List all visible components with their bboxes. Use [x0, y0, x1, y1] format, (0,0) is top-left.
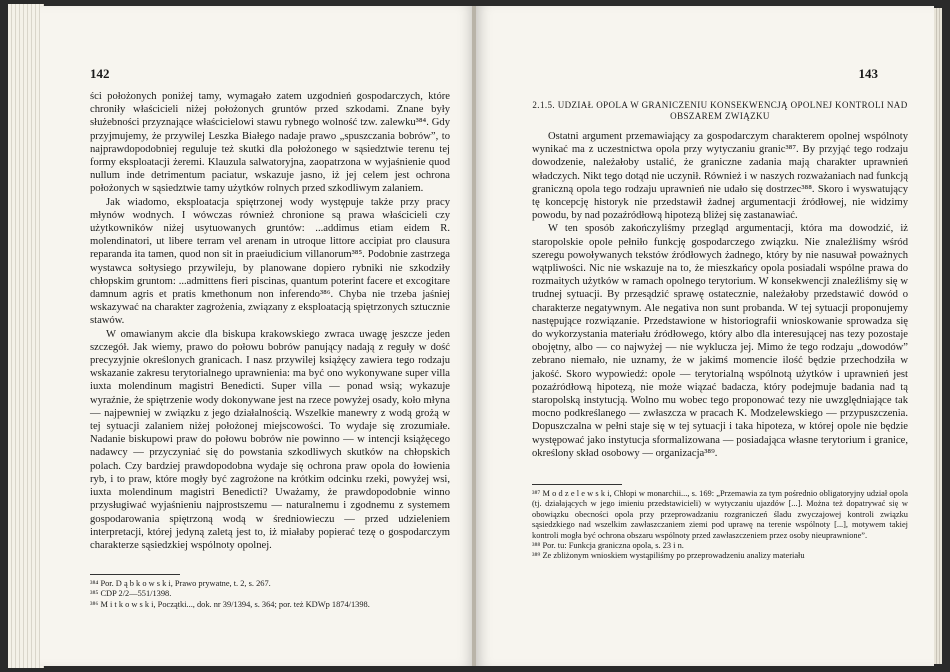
paragraph: Jak wiadomo, eksploatacja spiętrzonej wody występuje także przy pracy młynów wodnych. I wówczas również chronione są prawa właścicieli czy użytkowników niżej usytuowanych gruntów: ...addimus etiam eidem R. molendinatori, ut libere terram vel arenam in utroque littore accipiat pro clausura reparanda ita tamen, quod non sit in praeiudicium villanorum³⁸⁵. Podobnie zastrzega wystawca sołtysiego przywileju, by planowane dopiero rybniki nie szkodziły chłopskim gruntom: ...admittens fieri piscinas, quantum poterint facere et excogitare damnum agris et pratis kmethonum non inferendo³⁸⁶. Chyba nie trzeba jaśniej wskazywać na charakter zagrożenia, związany z eksploatacją spiętrzonych sztucznie stawów.: [90, 196, 450, 327]
page-number: 142: [90, 66, 110, 81]
footnote-rule: [90, 574, 180, 575]
paragraph: W omawianym akcie dla biskupa krakowskiego zwraca uwagę jeszcze jeden szczegół. Jak wiemy, prawo do połowu bobrów panujący nadają z reguły w dość precyzyjnie określonych granicach. I nasz przywilej książęcy zawiera tego rodzaju wskazanie zakresu terytorialnego uprawnienia: ma być ono wykonywane super villa iuxta molendinum magistri Benedicti. Super villa — ponad wsią; wykazuje wyraźnie, że spiętrzenie wody dokonywane jest na rzece powyżej osady, koło młyna — najpewniej w związku z jego działalnością. Wszelkie manewry z wodą grożą w tej sytuacji zalaniem niżej położonej miejscowości. To wydaje się zrozumiałe. Nadanie biskupowi praw do połowu bobrów nie powinno — w intencji książęcego nadawcy — przyczyniać się do powstania szkodliwych skutków na chłopskich polach. Czy bardziej prawdopodobna wydaje się ochrona praw opola do łowienia ryb, i to praw, które mogły być zagrożone na krótkim odcinku rzeki, powyżej wsi, iuxta molendinum magistri Benedicti? Uważamy, że prawdopodobnie winno przysługiwać wyjaśnieniu najprostszemu — naturalnemu i zgodnemu z systemem gospodarowania spiętrzoną wodą w średniowieczu — przed udzieleniem interpretacji, której jedyną zaletą jest to, iż miałaby popierać tezę o gospodarczym charakterze sąsiedzkiej wspólnoty opolnej.: [90, 328, 450, 551]
paragraph: W ten sposób zakończyliśmy przegląd argumentacji, która ma dowodzić, iż staropolskie opole pełniło funkcję gospodarczego związku. Nie znaleźliśmy wśród szeregu powoływanych tekstów źródłowych żadnego, który by nie nasuwał poważnych wątpliwości. Nic nie wskazuje na to, że mieszkańcy opola posiadali wspólne prawa do rozmaitych użytków w ramach opolnego terytorium. W konsekwencji znaleźliśmy się w trudnej sytuacji. By przesądzić sprawę ostatecznie, należałoby przedstawić dowód o charakterze negatywnym. Ale negativa non sunt probanda. W tej sytuacji proponujemy następujące rozwiązanie. Przedstawione w historiografii wnioskowanie sprowadza się do wykorzystania materiału źródłowego, który albo dla interesującej nas tezy pozostaje obojętny, albo — co najwyżej — nie wyklucza jej. Mimo że tego rodzaju „dowodów” zebrano niemało, nie uznamy, że w jakimś momencie ilość będzie przechodziła w jakość. Skoro wypowiedź: opole — terytorialną wspólnotą użytków i uprawnień jest pozaźródłową hipotezą, nie może wiązać badacza, który podejmuje badania nad tą staropolską instytucją. Wolno mu wobec tego proponować tezy nie uwzględniające tak mocno podkreślanego — zwłaszcza w pracach K. Modzelewskiego — przypuszczenia. Dopuszczalna w pełni staje się w tej sytuacji i taka hipoteza, w której opole nie będzie występować jako instytucja sformalizowana — posiadająca własne terytorium i granice, określony skład osobowy — organizacja³⁸⁹.: [532, 223, 908, 459]
page-number: 143: [858, 66, 878, 81]
footnote-rule: [532, 484, 622, 485]
footnote: ³⁸⁵ CDP 2/2—551/1398.: [90, 589, 172, 599]
right-page-body: [532, 100, 908, 460]
paragraph: Ostatni argument przemawiający za gospodarczym charakterem opolnej wspólnoty wynikać ma z uczestnictwa opola przy wytyczaniu granic³⁸⁷. By przyjąć tego rodzaju dowodzenie, należałoby ustalić, że graniczne zadania mają charakter uprawnień władczych. Nikt tego dotąd nie uczynił. Również i w naszych rozważaniach nad funkcją graniczną opola tego rodzaju uprawnień nie udało się dostrzec³⁸⁸. Skoro i wyswatujący tę koncepcję historyk nie przedstawił żadnej argumentacji źródłowej, nie widzimy powodu, by nad pozaźródłową hipotezą bliżej się zastanawiać.: [532, 131, 908, 222]
page-edges-left: [8, 4, 44, 668]
right-page: [476, 6, 934, 666]
footnotes: [90, 566, 450, 610]
footnote: ³⁸⁸ Por. tu: Funkcja graniczna opola, s. 23 i n.: [532, 541, 684, 551]
footnote: ³⁸⁷ M o d z e l e w s k i, Chłopi w monarchii..., s. 169: „Przemawia za tym pośrednio obligatoryjny udział opola (tj. działających w jego imieniu przedstawicieli) w wytyczaniu ujazdów [...]. Można też dopatrywać się w obowiązku obecności opola przy przeprowadzaniu rozgraniczeń śladu zwyczajowej kontroli związku sąsiedzkiego nad wszelkim zawłaszczaniem ziemi pod uprawę na terenie wspólnoty [...], motywem takiej kontroli mogła być ochrona obszaru wspólnoty przed zawłaszczeniem przez osoby nieuprawnione”.: [532, 489, 908, 540]
left-page: [40, 6, 474, 666]
footnotes: [532, 476, 908, 562]
left-page-body: [90, 90, 450, 552]
page-edges-right: [934, 8, 942, 664]
footnote: ³⁸⁹ Ze zbliżonym wnioskiem wystąpiliśmy po przeprowadzeniu analizy materiału: [532, 551, 805, 561]
footnote: ³⁸⁶ M i t k o w s k i, Początki..., dok. nr 39/1394, s. 364; por. też KDWp 1874/1398.: [90, 599, 370, 609]
paragraph: ści położonych poniżej tamy, wymagało zatem uzgodnień gospodarczych, które chroniły właścicieli niżej położonych gruntów przed szkodami. Znane były służebności przyznające właścicielowi stawu rybnego wolność tzw. zalewku³⁸⁴. Gdy przyjmujemy, że przywilej Leszka Białego nadaje prawo „spuszczania bobrów”, to najprawdopodobniej reguluje też skutki dla położonego w sąsiedztwie terenu tej formy eksploatacji żeremi. Klauzula salwatoryjna, zaopatrzona w wyjaśnienie quod nullum inde detrimentum paciatur, wskazuje jasno, iż jej celem jest ochrona położonych w sąsiedztwie tamy użytków rolnych przed szkodliwym zalaniem.: [90, 91, 450, 195]
footnote: ³⁸⁴ Por. D ą b k o w s k i, Prawo prywatne, t. 2, s. 267.: [90, 579, 271, 588]
section-title: 2.1.5. UDZIAŁ OPOLA W GRANICZENIU KONSEKWENCJĄ OPOLNEJ KONTROLI NAD OBSZAREM ZWIĄZKU: [532, 100, 908, 121]
